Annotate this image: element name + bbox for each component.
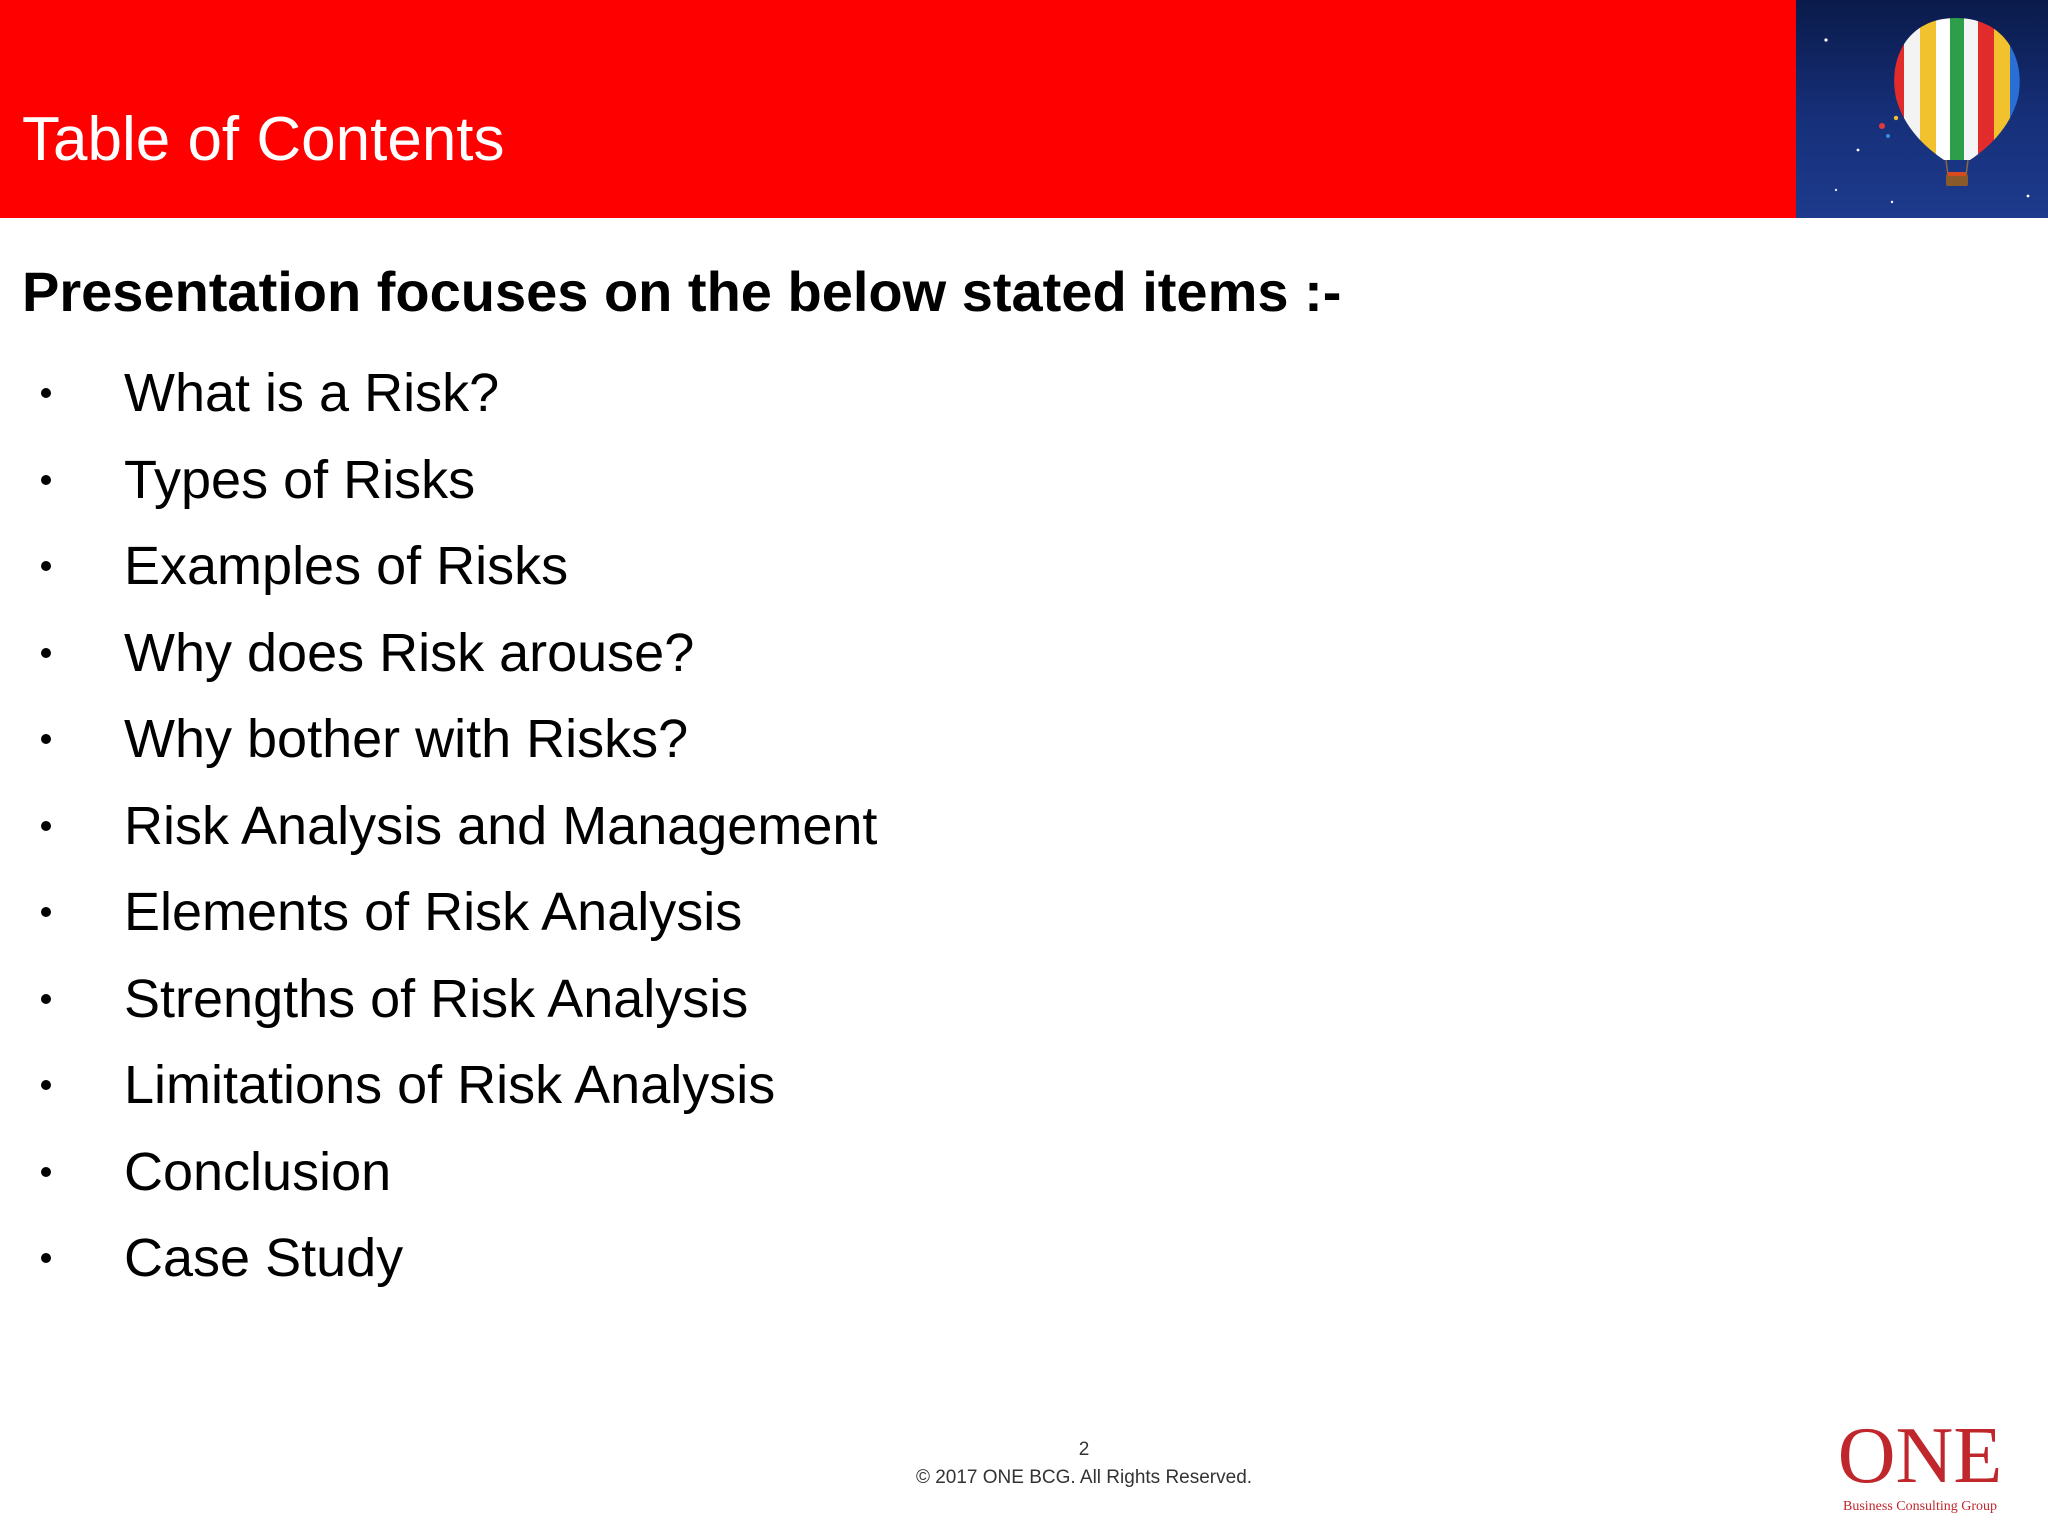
bullet-icon [41, 1080, 51, 1090]
page-number: 2 [1078, 1439, 1090, 1460]
bullet-icon [41, 907, 51, 917]
section-subtitle: Presentation focuses on the below stated items :- [22, 260, 1342, 323]
bullet-icon [41, 388, 51, 398]
list-item-label: Why does Risk arouse? [124, 622, 695, 683]
slide-footer [0, 1436, 2048, 1492]
bullet-icon [41, 734, 51, 744]
list-item-label: Risk Analysis and Management [124, 795, 878, 856]
hot-air-balloon-image [1796, 0, 2048, 218]
bullet-icon [41, 648, 51, 658]
list-item-label: Why bother with Risks? [124, 709, 689, 770]
bullet-icon [41, 1253, 51, 1263]
bullet-icon [41, 821, 51, 831]
list-item-label: Elements of Risk Analysis [124, 882, 743, 943]
logo-tagline: Business Consulting Group [1842, 1499, 1998, 1514]
list-item-label: Strengths of Risk Analysis [124, 968, 749, 1029]
bullet-icon [41, 561, 51, 571]
list-item-label: Types of Risks [124, 449, 476, 510]
bullet-icon [41, 1167, 51, 1177]
list-item-label: Limitations of Risk Analysis [124, 1055, 776, 1116]
list-item-label: Case Study [124, 1228, 404, 1289]
company-logo [1820, 1412, 2020, 1520]
list-item-label: What is a Risk? [124, 363, 500, 424]
list-item-label: Examples of Risks [124, 536, 569, 597]
bullet-icon [41, 994, 51, 1004]
title-bar [0, 0, 1796, 218]
page-title: Table of Contents [22, 105, 505, 174]
copyright-notice: © 2017 ONE BCG. All Rights Reserved. [915, 1467, 1253, 1488]
bullet-icon [41, 475, 51, 485]
logo-wordmark: ONE [1837, 1412, 2003, 1500]
list-item-label: Conclusion [124, 1141, 392, 1202]
